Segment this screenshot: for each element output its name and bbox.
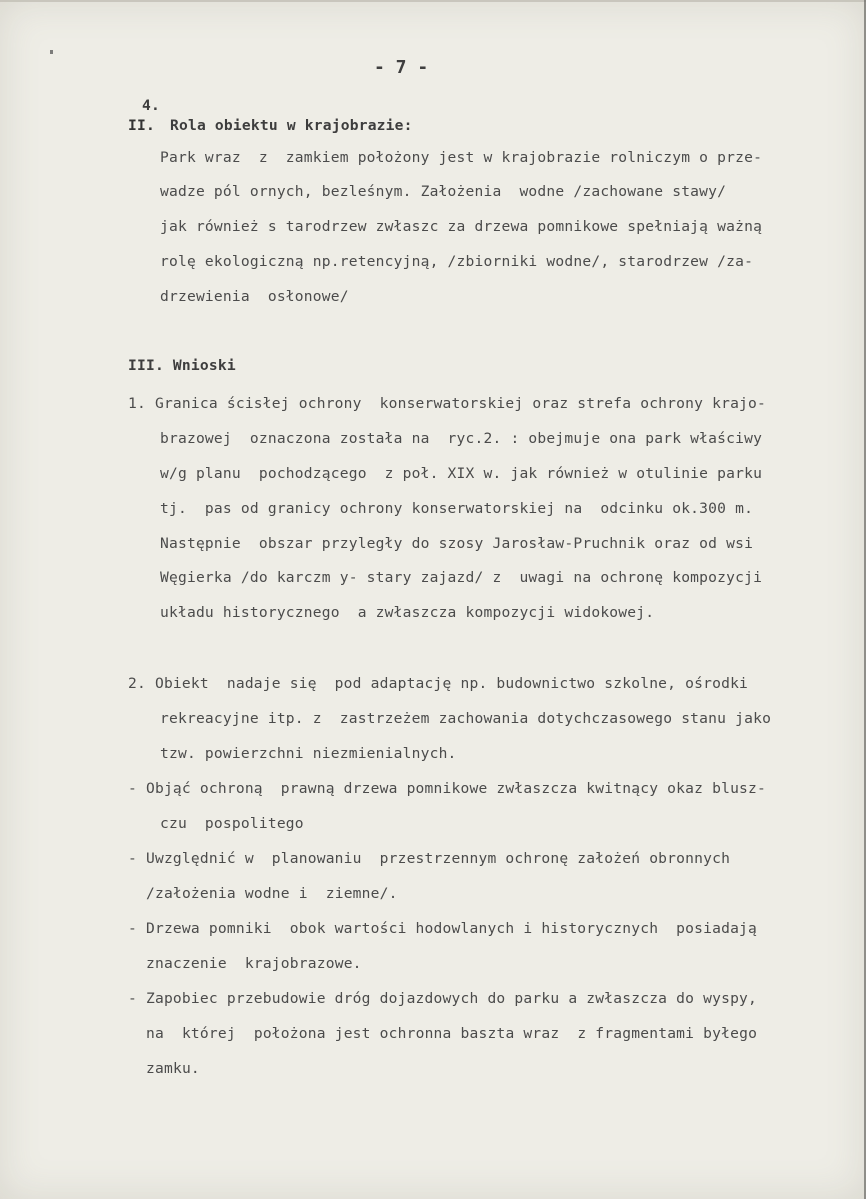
list-item-continuation: czu pospolitego <box>160 815 304 832</box>
list-item-continuation: /założenia wodne i ziemne/. <box>146 885 398 902</box>
paragraph-line: Węgierka /do karczm y- stary zajazd/ z uwagi na ochronę kompozycji <box>160 569 763 586</box>
paragraph-line: w/g planu pochodzącego z poł. XIX w. jak również w otulinie parku <box>160 465 763 482</box>
section-number-struck: II. <box>128 117 155 134</box>
list-item: - Objąć ochroną prawną drzewa pomnikowe zwłaszcza kwitnący okaz blusz- <box>128 780 767 797</box>
punch-mark <box>50 50 53 54</box>
paragraph-line: drzewienia osłonowe/ <box>160 288 349 305</box>
paragraph-line: wadze pól ornych, bezleśnym. Założenia wodne /zachowane stawy/ <box>160 183 727 200</box>
paragraph-line: tj. pas od granicy ochrony konserwatorskiej na odcinku ok.300 m. <box>160 500 754 517</box>
list-item-continuation: znaczenie krajobrazowe. <box>146 955 362 972</box>
paper-top-edge <box>0 0 866 2</box>
list-item: - Zapobiec przebudowie dróg dojazdowych do parku a zwłaszcza do wyspy, <box>128 990 758 1007</box>
paragraph-line: rolę ekologiczną np.retencyjną, /zbiorniki wodne/, starodrzew /za- <box>160 253 754 270</box>
paragraph-line: rekreacyjne itp. z zastrzeżem zachowania dotychczasowego stanu jako <box>160 710 772 727</box>
list-item: - Drzewa pomniki obok wartości hodowlanych i historycznych posiadają <box>128 920 758 937</box>
list-item-continuation: na której położona jest ochronna baszta wraz z fragmentami byłego <box>146 1025 758 1042</box>
list-item: - Uwzględnić w planowaniu przestrzennym ochronę założeń obronnych <box>128 850 731 867</box>
paragraph-line: 2. Obiekt nadaje się pod adaptację np. budownictwo szkolne, ośrodki <box>128 675 749 692</box>
section-number-correction: 4. <box>142 97 160 114</box>
paragraph-line: brazowej oznaczona została na ryc.2. : obejmuje ona park właściwy <box>160 430 763 447</box>
paragraph-line: 1. Granica ścisłej ochrony konserwatorskiej oraz strefa ochrony krajo- <box>128 395 767 412</box>
page-number: - 7 - <box>374 57 429 78</box>
list-item-continuation: zamku. <box>146 1060 200 1077</box>
section-heading: Rola obiektu w krajobrazie: <box>170 117 413 134</box>
paragraph-line: tzw. powierzchni niezmienialnych. <box>160 745 457 762</box>
paragraph-line: układu historycznego a zwłaszcza kompozycji widokowej. <box>160 604 655 621</box>
paragraph-line: Park wraz z zamkiem położony jest w krajobrazie rolniczym o prze- <box>160 149 763 166</box>
paragraph-line: jak również s tarodrzew zwłaszc za drzewa pomnikowe spełniają ważną <box>160 218 763 235</box>
paragraph-line: Następnie obszar przyległy do szosy Jarosław-Pruchnik oraz od wsi <box>160 535 754 552</box>
section-heading: III. Wnioski <box>128 357 236 374</box>
